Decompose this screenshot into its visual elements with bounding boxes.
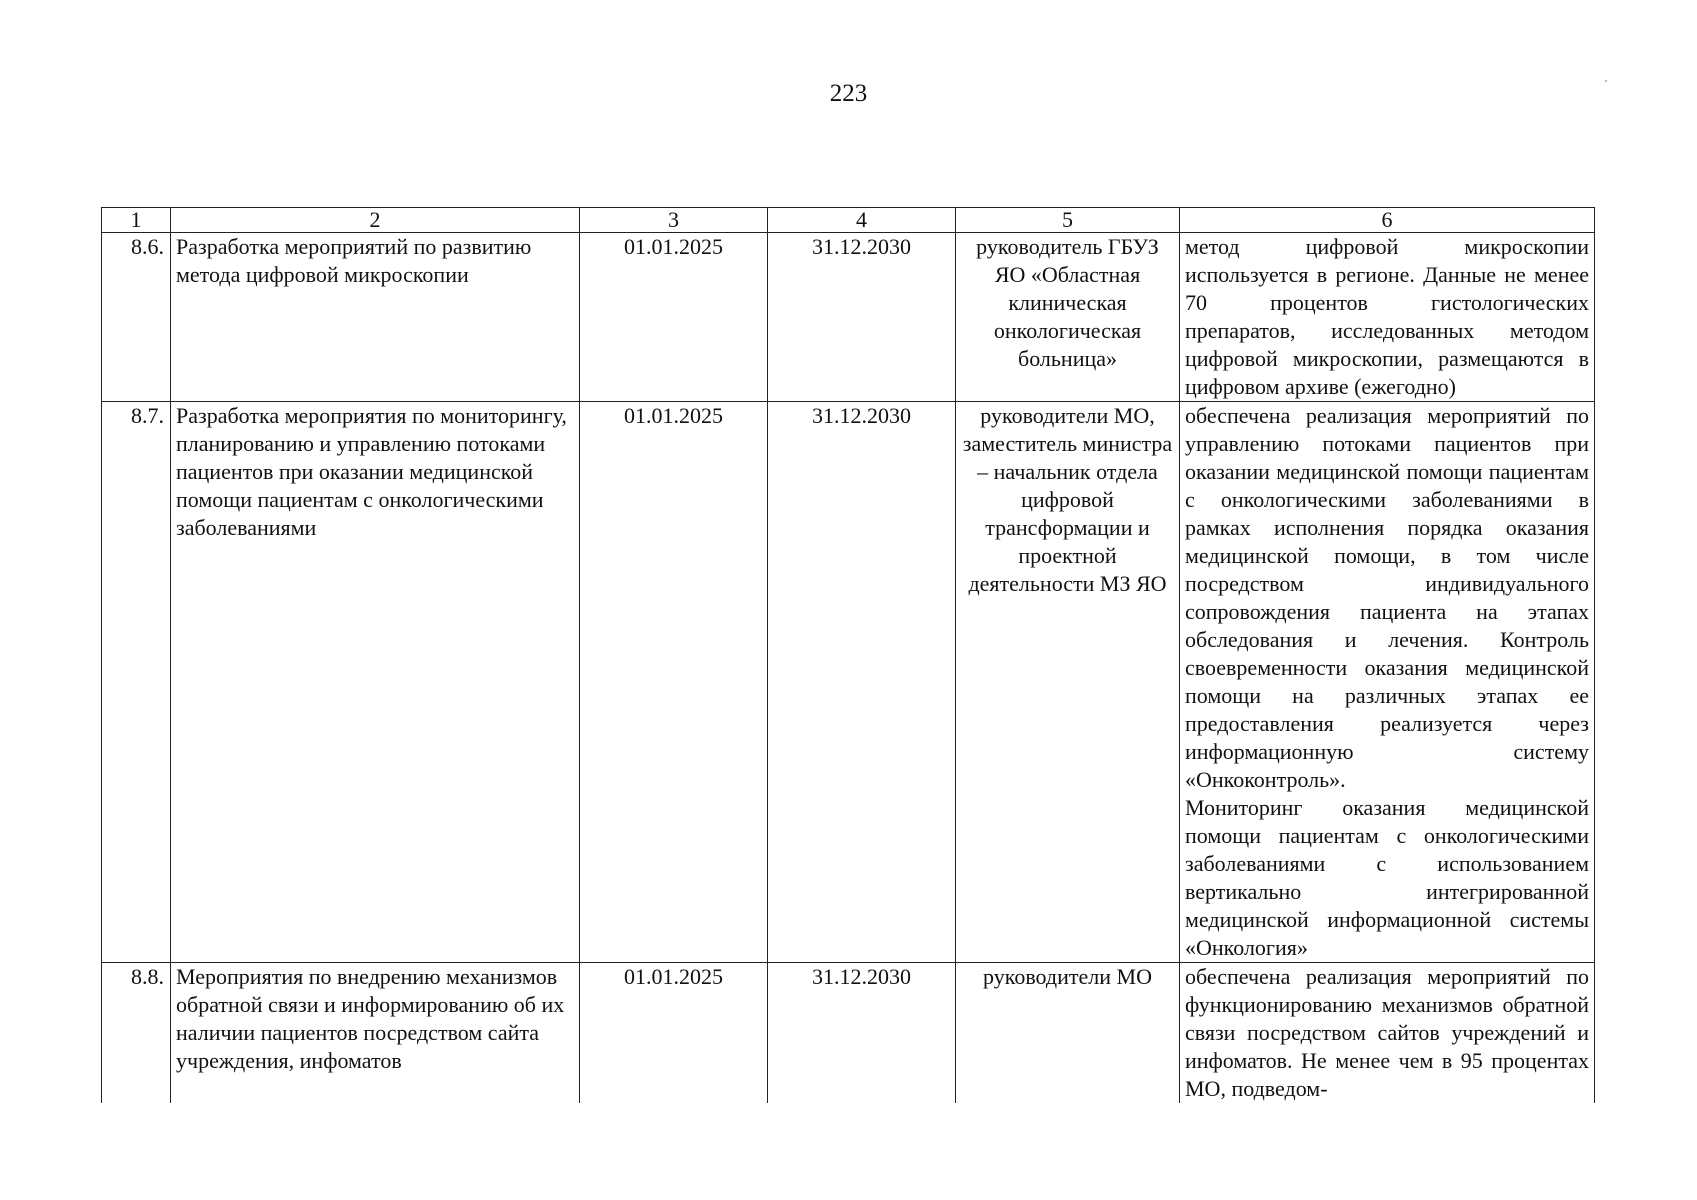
responsible: руководители МО xyxy=(956,963,1180,1104)
expected-result-paragraph: Мониторинг оказания медицинской помощи пациентам с онкологическими заболеваниями с использованием вертикально интегрированной медицинской информационной системы «Онкология» xyxy=(1185,795,1589,960)
start-date: 01.01.2025 xyxy=(580,402,768,963)
row-number: 8.6. xyxy=(102,233,171,402)
start-date: 01.01.2025 xyxy=(580,963,768,1104)
responsible: руководитель ГБУЗ ЯО «Областная клиническая онкологическая больница» xyxy=(956,233,1180,402)
table-row xyxy=(102,402,1595,963)
expected-result xyxy=(1180,402,1595,963)
end-date: 31.12.2030 xyxy=(768,402,956,963)
row-number: 8.8. xyxy=(102,963,171,1104)
expected-result: обеспечена реализация мероприятий по функционированию механизмов обратной связи посредством сайтов учреждений и инфоматов. Не менее чем в 95 процентах МО, подведом- xyxy=(1180,963,1595,1104)
event-name: Мероприятия по внедрению механизмов обратной связи и информированию об их наличии пациентов посредством сайта учреждения, инфоматов xyxy=(171,963,580,1104)
expected-result: метод цифровой микроскопии используется в регионе. Данные не менее 70 процентов гистологических препаратов, исследованных методом цифровой микроскопии, размещаются в цифровом архиве (ежегодно) xyxy=(1180,233,1595,402)
event-name: Разработка мероприятий по развитию метода цифровой микроскопии xyxy=(171,233,580,402)
responsible: руководители МО, заместитель министра – начальник отдела цифровой трансформации и проектной деятельности МЗ ЯО xyxy=(956,402,1180,963)
column-number: 3 xyxy=(580,208,768,233)
end-date: 31.12.2030 xyxy=(768,963,956,1104)
scan-mark xyxy=(1605,80,1607,82)
column-number: 4 xyxy=(768,208,956,233)
row-number: 8.7. xyxy=(102,402,171,963)
expected-result-paragraph: обеспечена реализация мероприятий по управлению потоками пациентов при оказании медицинской помощи пациентам с онкологическими заболеваниями в рамках исполнения порядка оказания медицинской помощи, в том числе посредством индивидуального сопровождения пациента на этапах обследования и лечения. Контроль своевременности оказания медицинской помощи на различных этапах ее предоставления реализуется через информационную систему «Онкоконтроль». xyxy=(1185,403,1589,792)
end-date: 31.12.2030 xyxy=(768,233,956,402)
column-number-row xyxy=(102,208,1595,233)
column-number: 5 xyxy=(956,208,1180,233)
page-number: 223 xyxy=(829,80,868,107)
table-row xyxy=(102,963,1595,1104)
column-number: 2 xyxy=(171,208,580,233)
table-row xyxy=(102,233,1595,402)
column-number: 6 xyxy=(1180,208,1595,233)
activities-table xyxy=(101,207,1595,1103)
event-name: Разработка мероприятия по мониторингу, планированию и управлению потоками пациентов при оказании медицинской помощи пациентам с онкологическими заболеваниями xyxy=(171,402,580,963)
column-number: 1 xyxy=(102,208,171,233)
start-date: 01.01.2025 xyxy=(580,233,768,402)
